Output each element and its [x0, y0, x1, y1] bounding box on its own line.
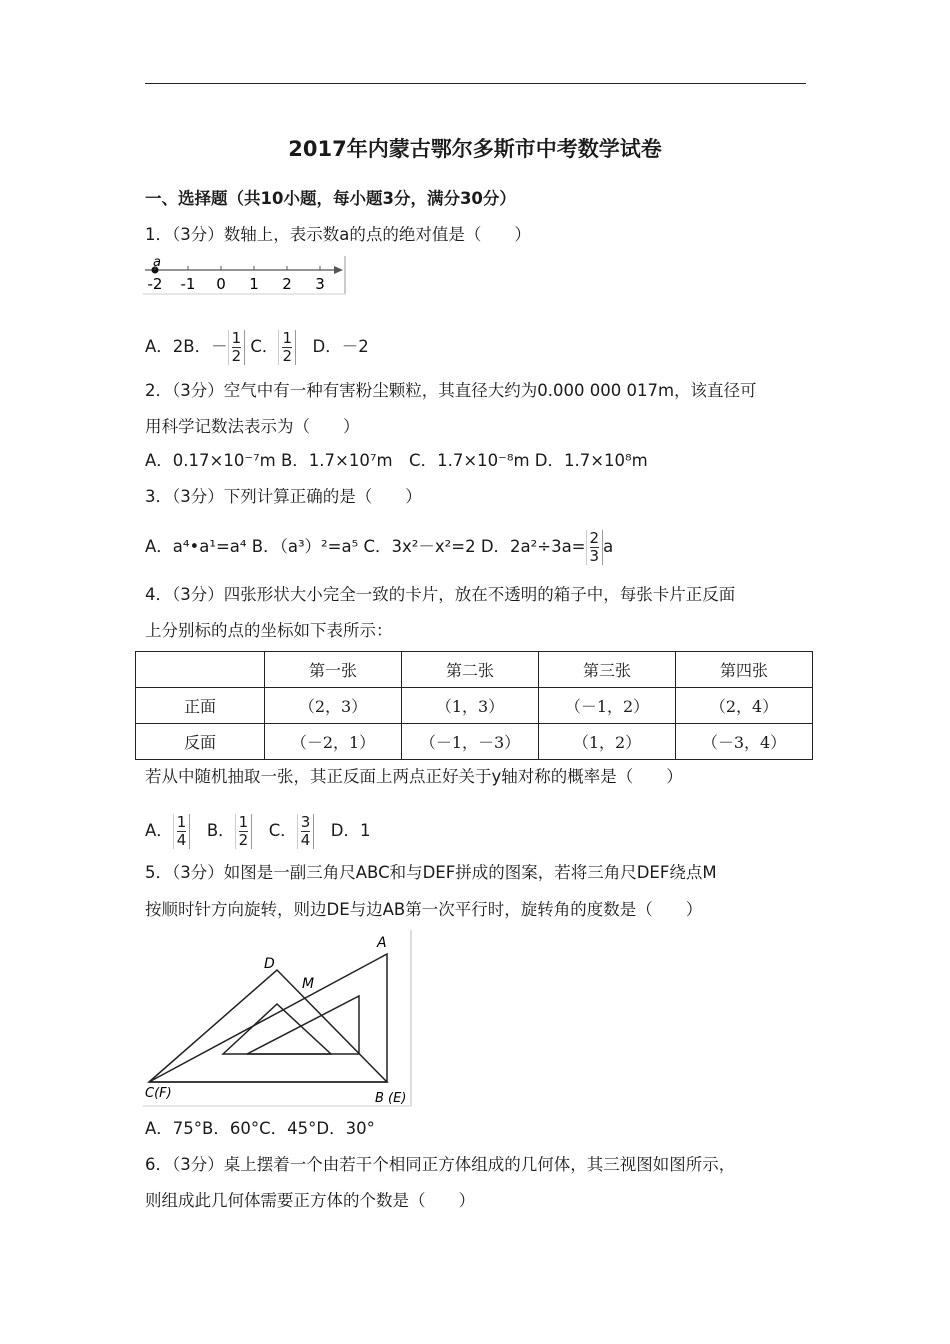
table-cell: （1，2） — [539, 724, 676, 760]
table-cell: 第二张 — [402, 652, 539, 688]
q2-stem-2: 用科学记数法表示为（ ） — [145, 417, 360, 436]
fraction: $\frac{2}{3}$ — [586, 530, 604, 565]
axis-tick-label: -2 — [147, 275, 163, 293]
table-cell: （1，3） — [402, 688, 539, 724]
fraction: $\frac{3}{4}$ — [297, 814, 315, 849]
q2-stem-1: 2．（3分）空气中有一种有害粉尘颗粒，其直径大约为0.000 000 017m，该直径可 — [145, 381, 757, 400]
table-cell: 第四张 — [676, 652, 813, 688]
section-heading: 一、选择题（共10小题，每小题3分，满分30分） — [145, 189, 516, 208]
fraction: $\frac{1}{2}$ — [278, 330, 296, 365]
label-D: D — [264, 956, 275, 972]
coordinate-table — [135, 651, 813, 760]
axis-label-a: a — [153, 256, 161, 270]
q6-stem-2: 则组成此几何体需要正方体的个数是（ ） — [145, 1191, 475, 1210]
axis-tick-label: 0 — [216, 275, 226, 293]
table-cell — [136, 652, 265, 688]
table-cell: （－2，1） — [265, 724, 402, 760]
table-cell: 第一张 — [265, 652, 402, 688]
table-header-row — [136, 652, 813, 688]
page-title: 2017年内蒙古鄂尔多斯市中考数学试卷 — [288, 137, 662, 161]
q3-stem: 3．（3分）下列计算正确的是（ ） — [145, 487, 422, 506]
q2-options: A．0.17×10⁻⁷m B．1.7×10⁷m C．1.7×10⁻⁸m D．1.7×10⁸m — [145, 451, 648, 470]
q4-stem-2: 上分别标的点的坐标如下表所示： — [145, 621, 393, 640]
label-BE: B (E) — [375, 1091, 407, 1106]
axis-tick-label: 1 — [249, 275, 259, 293]
table-cell: 正面 — [136, 688, 265, 724]
table-cell: （－1，2） — [539, 688, 676, 724]
axis-tick-label: 3 — [315, 275, 325, 293]
q4-stem-1: 4．（3分）四张形状大小完全一致的卡片，放在不透明的箱子中，每张卡片正反面 — [145, 585, 736, 604]
q4-options: A． $\frac{1}{4}$ B． $\frac{1}{2}$ C． $\frac{3}{4}$ D．1 — [145, 813, 371, 849]
table-cell: 第三张 — [539, 652, 676, 688]
label-A: A — [377, 935, 387, 951]
fraction: $\frac{1}{4}$ — [173, 814, 191, 849]
fraction: $\frac{1}{2}$ — [235, 814, 253, 849]
label-M: M — [302, 976, 315, 992]
q5-options: A．75°B．60°C．45°D．30° — [145, 1119, 375, 1138]
axis-tick-label: -1 — [180, 275, 196, 293]
table-cell: （2，4） — [676, 688, 813, 724]
q1-options: A．2B．－ $\frac{1}{2}$ C． $\frac{1}{2}$ D．－2 — [145, 329, 369, 365]
q4-stem-3: 若从中随机抽取一张，其正反面上两点正好关于y轴对称的概率是（ ） — [145, 767, 683, 786]
table-cell: 反面 — [136, 724, 265, 760]
table-cell: （－1，－3） — [402, 724, 539, 760]
number-line-figure — [143, 256, 348, 296]
table-cell: （2，3） — [265, 688, 402, 724]
table-row — [136, 724, 813, 760]
top-rule — [145, 83, 806, 84]
label-CF: C(F) — [145, 1086, 172, 1101]
q5-stem-2: 按顺时针方向旋转，则边DE与边AB第一次平行时，旋转角的度数是（ ） — [145, 900, 703, 919]
q6-stem-1: 6．（3分）桌上摆着一个由若干个相同正方体组成的几何体，其三视图如图所示， — [145, 1155, 736, 1174]
q3-options: A．a⁴•a¹=a⁴ B．（a³）²=a⁵ C．3x²－x²=2 D．2a²÷3a= $\frac{2}{3}$ a — [145, 529, 614, 565]
q1-stem: 1．（3分）数轴上，表示数a的点的绝对值是（ ） — [145, 225, 531, 244]
q5-stem-1: 5．（3分）如图是一副三角尺ABC和与DEF拼成的图案，若将三角尺DEF绕点M — [145, 863, 717, 882]
table-cell: （－3，4） — [676, 724, 813, 760]
fraction: $\frac{1}{2}$ — [228, 330, 246, 365]
triangle-figure — [143, 930, 418, 1110]
axis-tick-label: 2 — [282, 275, 292, 293]
table-row — [136, 688, 813, 724]
